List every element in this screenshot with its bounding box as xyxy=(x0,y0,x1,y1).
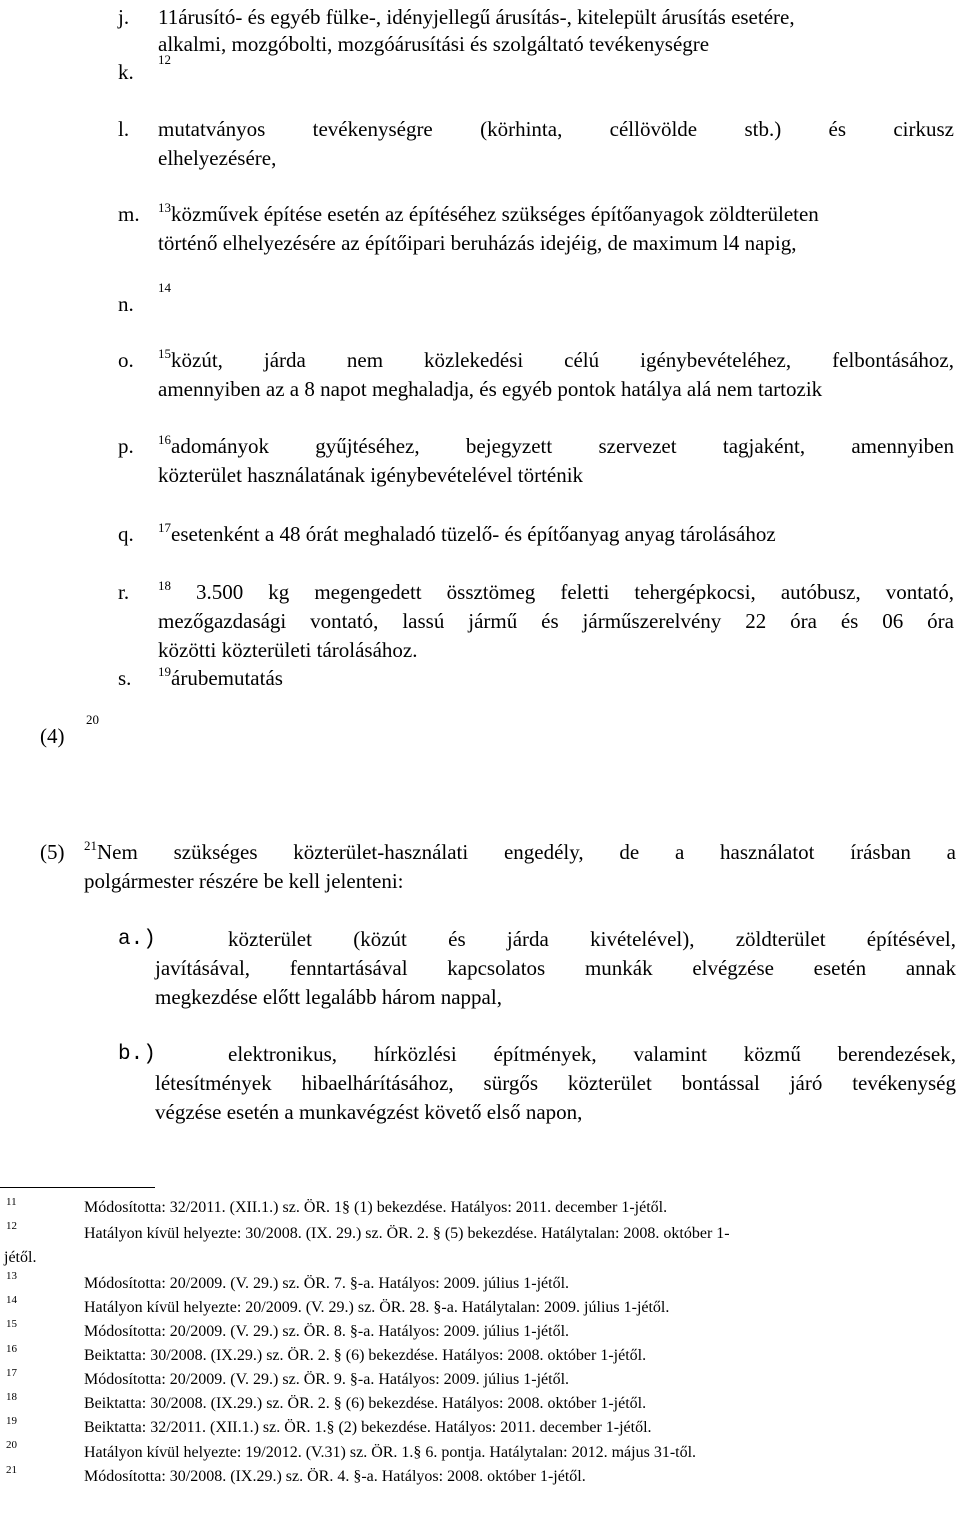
footnote-text: Hatályon kívül helyezte: 30/2008. (IX. 29.) sz. ÖR. 2. § (5) bekezdése. Hatálytalan: 2008. október 1- xyxy=(84,1225,730,1242)
footnote-number: 18 xyxy=(6,1391,17,1403)
footnote-number: 21 xyxy=(6,1464,17,1476)
footnote-ref-15[interactable]: 15 xyxy=(158,346,171,361)
footnote-text: Módosította: 20/2009. (V. 29.) sz. ÖR. 8. §-a. Hatályos: 2009. július 1-jétől. xyxy=(84,1323,570,1340)
footnote-ref-18[interactable]: 18 xyxy=(158,578,171,593)
item-letter-k: k. xyxy=(118,60,134,84)
item-letter-o: o. xyxy=(118,348,134,372)
item-l-line1: mutatványos tevékenységre (körhinta, céllövölde stb.) és cirkusz xyxy=(158,117,954,141)
item-j-line2: alkalmi, mozgóbolti, mozgóárusítási és szolgáltató tevékenységre xyxy=(158,32,710,56)
footnote-number: 16 xyxy=(6,1343,17,1355)
item-letter-l: l. xyxy=(118,117,130,141)
footnote-text: Módosította: 32/2011. (XII.1.) sz. ÖR. 1§ (1) bekezdése. Hatályos: 2011. december 1-jétől. xyxy=(84,1199,668,1216)
footnote-number: 17 xyxy=(6,1367,17,1379)
item-q-line1: $^{17}$esetenként a 48 órát meghaladó tüzelő- és építőanyag anyag tárolásához xyxy=(158,520,776,546)
footnote-number: 12 xyxy=(6,1220,17,1232)
item-o-line1: $^{15}$közút, járda nem közlekedési célú igénybevételéhez, felbontásához, xyxy=(158,346,954,372)
footnote-number: 14 xyxy=(6,1294,17,1306)
paragraph-5-line2: polgármester részére be kell jelenteni: xyxy=(84,869,404,893)
footnote-text: Módosította: 20/2009. (V. 29.) sz. ÖR. 9. §-a. Hatályos: 2009. július 1-jétől. xyxy=(84,1371,570,1388)
footnote-text: Beiktatta: 32/2011. (XII.1.) sz. ÖR. 1.§ (2) bekezdése. Hatályos: 2011. december 1-jétől. xyxy=(84,1419,652,1436)
item-letter-j: j. xyxy=(118,5,130,29)
subitem-a-line3: megkezdése előtt legalább három nappal, xyxy=(155,985,502,1009)
item-r-line1: $^{18}$ 3.500 kg megengedett össztömeg feletti tehergépkocsi, autóbusz, vontató, xyxy=(158,578,954,604)
footnote-number: 15 xyxy=(6,1318,17,1330)
footnote-ref-21[interactable]: 21 xyxy=(84,838,97,853)
footnote-ref-20[interactable]: 20 xyxy=(86,712,99,727)
item-letter-p: p. xyxy=(118,434,134,458)
item-letter-m: m. xyxy=(118,202,140,226)
subitem-b-line1: elektronikus, hírközlési építmények, valamint közmű berendezések, xyxy=(228,1042,956,1066)
footnote-ref-14[interactable]: 14 xyxy=(158,280,171,295)
subitem-b-line2: létesítmények hibaelhárításához, sürgős közterület bontással járó tevékenység xyxy=(155,1071,956,1095)
item-letter-s: s. xyxy=(118,666,132,690)
footnote-text: Beiktatta: 30/2008. (IX.29.) sz. ÖR. 2. § (6) bekezdése. Hatályos: 2008. október 1-jétől. xyxy=(84,1347,647,1364)
subitem-b-line3: végzése esetén a munkavégzést követő első napon, xyxy=(155,1100,583,1124)
item-m-line2: történő elhelyezésére az építőipari beruházás idejéig, de maximum l4 napig, xyxy=(158,231,797,255)
item-r-line2: mezőgazdasági vontató, lassú jármű és járműszerelvény 22 óra és 06 óra xyxy=(158,609,954,633)
paragraph-5-label: (5) xyxy=(40,840,65,864)
footnote-ref-12[interactable]: 12 xyxy=(158,52,171,67)
footnote-text: Beiktatta: 30/2008. (IX.29.) sz. ÖR. 2. § (6) bekezdése. Hatályos: 2008. október 1-jétől. xyxy=(84,1395,647,1412)
footnote-ref-11[interactable]: 11 xyxy=(158,5,179,29)
item-m-line1: $^{13}$közművek építése esetén az építéséhez szükséges építőanyagok zöldterületen xyxy=(158,200,819,226)
item-letter-q: q. xyxy=(118,522,134,546)
footnote-number: 19 xyxy=(6,1415,17,1427)
footnote-separator xyxy=(0,1187,155,1188)
item-p-line2: közterület használatának igénybevételével történik xyxy=(158,463,584,487)
paragraph-5-line1: $^{21}$Nem szükséges közterület-használati engedély, de a használatot írásban a xyxy=(84,838,956,864)
footnote-ref-13[interactable]: 13 xyxy=(158,200,171,215)
subitem-a-line1: közterület (közút és járda kivételével), zöldterület építésével, xyxy=(228,927,956,951)
footnote-number: 20 xyxy=(6,1439,17,1451)
item-letter-n: n. xyxy=(118,292,134,316)
item-letter-r: r. xyxy=(118,580,130,604)
item-l-line2: elhelyezésére, xyxy=(158,146,277,170)
footnote-ref-17[interactable]: 17 xyxy=(158,520,171,535)
item-p-line1: $^{16}$adományok gyűjtéséhez, bejegyzett szervezet tagjaként, amennyiben xyxy=(158,432,954,458)
subitem-marker-b: b.) xyxy=(118,1043,156,1066)
footnote-text-continuation: jétől. xyxy=(4,1249,37,1266)
subitem-marker-a: a.) xyxy=(118,928,156,951)
item-s-line1: $^{19}$árubemutatás xyxy=(158,664,283,690)
item-j-line1: 11árusító- és egyéb fülke-, idényjellegű árusítás-, kitelepült árusítás esetére, xyxy=(158,5,795,29)
paragraph-4-label: (4) xyxy=(40,724,65,748)
footnote-ref-19[interactable]: 19 xyxy=(158,664,171,679)
footnote-text: Hatályon kívül helyezte: 20/2009. (V. 29.) sz. ÖR. 28. §-a. Hatálytalan: 2009. július 1-jétől. xyxy=(84,1299,670,1316)
footnote-text: Hatályon kívül helyezte: 19/2012. (V.31) sz. ÖR. 1.§ 6. pontja. Hatálytalan: 2012. május 31-től. xyxy=(84,1444,697,1461)
footnote-number: 11 xyxy=(6,1196,17,1208)
footnote-text: Módosította: 20/2009. (V. 29.) sz. ÖR. 7. §-a. Hatályos: 2009. július 1-jétől. xyxy=(84,1275,570,1292)
item-r-line3: közötti közterületi tárolásához. xyxy=(158,638,418,662)
item-o-line2: amennyiben az a 8 napot meghaladja, és egyéb pontok hatálya alá nem tartozik xyxy=(158,377,823,401)
footnote-text: Módosította: 30/2008. (IX.29.) sz. ÖR. 4. §-a. Hatályos: 2008. október 1-jétől. xyxy=(84,1468,586,1485)
subitem-a-line2: javításával, fenntartásával kapcsolatos munkák elvégzése esetén annak xyxy=(155,956,956,980)
footnote-number: 13 xyxy=(6,1270,17,1282)
footnote-ref-16[interactable]: 16 xyxy=(158,432,171,447)
